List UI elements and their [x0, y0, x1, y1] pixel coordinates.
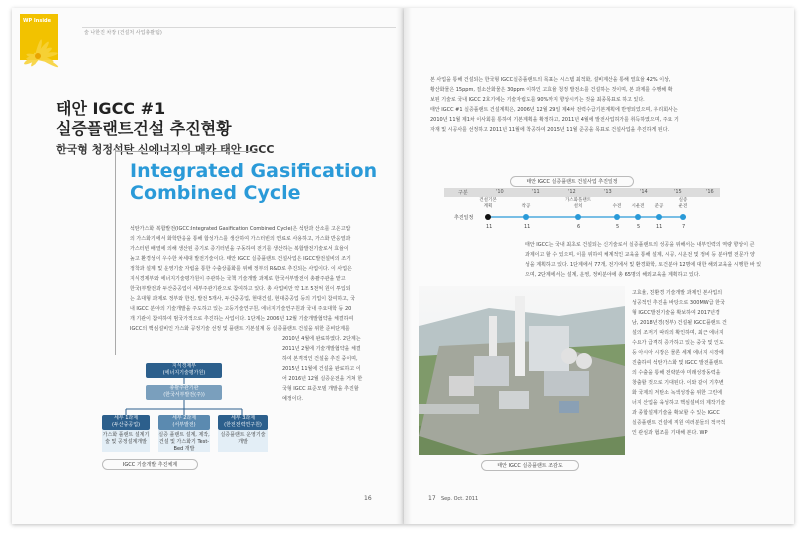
section-badge-label: WP Inside — [23, 18, 52, 24]
paragraph-line: 으며, 2단계에서는 설계, 운영, 정비분야에 총 65명의 해외교육을 계획하고 있다. — [525, 272, 701, 278]
org-chart-caption: IGCC 기술개발 추진체계 — [102, 459, 198, 470]
org-mid-name: 총괄주관기관 — [169, 385, 199, 391]
paragraph-line: 인 관심과 협조를 기대해 본다. WP — [632, 430, 708, 436]
org-unit-org: (한전전력연구원) — [224, 422, 262, 428]
paragraph-line: 높고 환경성이 우수한 차세대 발전기술이다. 태안 IGCC 실증플랜트 건설사업은 IGCC발전설비의 조기 — [130, 256, 351, 262]
paragraph-line: 황산화물은 15ppm, 질소산화물은 30ppm 이하인 고효율 청정 발전소를 건설하는 것이며, 본 과제를 수행해 확 — [430, 87, 673, 93]
timeline-year: '11 — [532, 189, 540, 195]
paragraph-line: 너지 산업을 육성하고 핵심설비의 제작기술 — [632, 400, 726, 406]
paragraph-line: IGCC의 핵심설비인 가스화 공정기술 선정 및 플랜트 기본설계 등 실증플랜트 건설을 위한 준비단계를 — [130, 326, 350, 332]
paragraph-line: 성을 계획하고 있다. 1단계에서 77개, 전기에서 및 환경화학, 토건분야 12명에 대한 해외교육을 시행한 바 있 — [525, 262, 762, 268]
flower-graphic — [20, 26, 74, 74]
paragraph-line: 석탄가스화 복합발전(IGCC:Integrated Gasification Combined Cycle)은 석탄과 산소를 고온고압 — [130, 226, 351, 232]
org-top-name: 지식경제부 — [171, 363, 197, 369]
paragraph-line: 과제이고 할 수 있으며, 이를 위하여 체계적인 교육을 통해 설계, 시공, 시운전 및 정비 등 분야별 전문가 양 — [525, 252, 755, 258]
timeline-year: '12 — [568, 189, 576, 195]
paragraph-line: 정착과 설계 및 운영기술 자립을 통한 수출상품화를 위해 정부의 R&D로 추진되는 사업이다. 이 사업은 — [130, 266, 352, 272]
org-mid-box — [146, 385, 222, 400]
english-title-line1: Integrated Gasification — [130, 160, 378, 182]
milestone-label: 실증 운전 — [678, 198, 688, 209]
org-unit-title: 세부 1과제 — [113, 415, 139, 421]
paragraph-line: 2010년 4월에 완료하였다. 2단계는 — [282, 336, 361, 342]
paragraph-line: 예정이다. — [282, 396, 303, 402]
paragraph-line: 남, 2018년경(정부) 건설될 IGCC플랜트 건 — [632, 320, 727, 326]
paragraph-line: 본 사업을 통해 건설되는 한국형 IGCC실증플랜트의 목표는 시스템 최적화, 설비계산을 통해 열효율 42% 이상, — [430, 77, 671, 83]
header-rule — [82, 27, 396, 28]
paragraph-line: 의 수출을 통해 전략분야 미래성장동력을 — [632, 370, 721, 376]
left-body-text-continued — [282, 334, 388, 404]
milestone-label: 건설기본 계획 — [479, 198, 497, 209]
paragraph-line: 는 초대형 과제로 정부와 한전, 발전 5개사, 두산중공업, 현대건설, 현대중공업 등의 기업이 참여하고, 국 — [130, 296, 355, 302]
timeline-year: '13 — [604, 189, 612, 195]
org-unit-3 — [218, 415, 268, 452]
paragraph-line: 태안 IGCC #1 실증플랜트 건설계획은, 2006년 12월 29일 제4차 전력수급기본계획에 반영되었으며, 우리회사는 — [430, 107, 678, 113]
page-gutter — [396, 8, 412, 524]
paragraph-line: 과 종합설계기술을 확보할 수 있는 IGCC — [632, 410, 720, 416]
timeline-caption: 태안 IGCC 실증플랜트 건설사업 추진일정 — [510, 176, 634, 187]
milestone-month: 5 — [637, 224, 641, 230]
right-top-text — [430, 75, 730, 135]
org-unit-desc: 실증 플랜트 설계, 제작, 건설 및 가스화기 Test-Bed 개발 — [158, 432, 210, 452]
paragraph-line: 의 가스화기에서 화학반응을 통해 합성가스를 생산하여 가스터빈의 연료로 사용하고, 가스화 반응열과 — [130, 236, 351, 242]
timeline-year: '15 — [674, 189, 682, 195]
decorative-vertical-line — [115, 145, 116, 355]
milestone-label: 착공 — [521, 204, 531, 209]
paragraph-line: 내 IGCC 분야의 기술개발을 주도하고 있는 고등기술연구원, 에너지기술연구원과 국내 주요대학 등 20 — [130, 306, 352, 312]
paragraph-line: 수요가 급격히 증가하고 있는 중국 및 인도 — [632, 340, 724, 346]
paragraph-line: 진출하여 석탄가스화 및 IGCC 발전플랜트 — [632, 360, 724, 366]
article-subtitle: 한국형 청정석탄 신에너지의 메카 태안 IGCC — [56, 143, 275, 156]
photo-caption: 태안 IGCC 실증플랜트 조감도 — [481, 460, 579, 471]
org-unit-org: (서부발전) — [172, 422, 196, 428]
timeline-year: '10 — [496, 189, 504, 195]
paragraph-line: 하여 본격적인 건설을 추진 중이며, — [282, 356, 358, 362]
left-page-number: 16 — [364, 495, 372, 502]
paragraph-line: 화 국제의 저탄소 녹색성장을 위한 그린에 — [632, 390, 723, 396]
milestone-month: 7 — [682, 224, 686, 230]
paragraph-line: 가스터빈 배열에 의해 생산된 증기로 증기터빈을 구동하여 전기를 생산하는 복합발전기술로서 효율이 — [130, 246, 349, 252]
header-section-text: 술 나한진 차장 (건설처 사업총괄팀) — [84, 30, 162, 36]
paragraph-line: 지식경제부와 에너지기술평가원이 주관하는 국책 기술개발 과제로 한국서부발전이 총괄주관을 맡고 — [130, 276, 346, 282]
paragraph-line: 실증플랜트 건설에 직원 여러분들의 적극적 — [632, 420, 726, 426]
org-unit-title: 세부 2과제 — [171, 415, 197, 421]
timeline-labels — [470, 198, 730, 234]
paragraph-line: 자재 및 시공사를 선정하고 2011년 11월에 착공하여 2015년 11월 준공을 목표로 건설사업을 추진하게 된다. — [430, 127, 670, 133]
timeline-year: 구분 — [458, 190, 468, 196]
paragraph-line: 형 IGCC발전기술을 확보하여 2017년경 — [632, 310, 720, 316]
paragraph-line: 등 아시아 시장은 물론 세계 에너지 시장에 — [632, 350, 724, 356]
paragraph-line: 2011년 2월에 기술개발협약을 체결 — [282, 346, 361, 352]
milestone-label: 가스화플랜트 설치 — [564, 198, 592, 209]
right-column-text — [632, 288, 782, 438]
paragraph-line: 2010년 11월 제1차 이사회를 통하여 기본계획을 확정하고, 2011년 4월에 발전사업허가를 취득하였으며, 주요 기 — [430, 117, 679, 123]
milestone-month: 11 — [656, 224, 663, 230]
milestone-label: 시운전 — [631, 204, 645, 209]
org-unit-2 — [158, 415, 210, 452]
org-mid-sub: (한국서부발전(주)) — [163, 392, 205, 398]
org-unit-1 — [102, 415, 150, 452]
timeline-year: '14 — [640, 189, 648, 195]
paragraph-line: 창출할 것으로 기대된다. 이와 같이 기후변 — [632, 380, 724, 386]
right-mid-text — [525, 240, 785, 280]
paragraph-line: 설의 조저기 따리의 확인하며, 최근 에너지 — [632, 330, 724, 336]
decorative-horizontal-line — [115, 151, 258, 152]
paragraph-line: 태안 IGCC는 국내 최초로 건설되는 신기술로서 실증플랜트의 성공을 위해서는 내부인력의 역량 향상이 큰 — [525, 242, 755, 248]
paragraph-line: 한국(부발전과 두산중공업이 세부주관기관으로 참여하고 있다. 총 사업비만 약 1조 5천억 원이 투입되 — [130, 286, 351, 292]
english-title-line2: Combined Cycle — [130, 182, 301, 204]
org-unit-desc: 가스화 플랜트 설계기술 및 공정설계개발 — [102, 430, 150, 452]
org-chart — [102, 361, 270, 457]
paragraph-line: 어 2016년 12월 실증운전을 거쳐 한 — [282, 376, 363, 382]
article-title-line1: 태안 IGCC #1 — [56, 99, 166, 118]
paragraph-line: 고효율, 친환경 기술개발 과제인 본사업의 — [632, 290, 723, 296]
paragraph-line: 개 기관이 참여하여 범국가적으로 추진하는 사업이다. 1단계는 2006년 12월 기술개발협약을 체결하여 — [130, 316, 354, 322]
right-page-number: 17 — [428, 495, 436, 502]
paragraph-line: 보된 기술로 국내 IGCC 2호기에는 기술자립도를 90%까지 향상시키는 것을 최종목표로 하고 있다. — [430, 97, 645, 103]
timeline-row-label: 추진일정 — [454, 215, 474, 221]
milestone-month: 6 — [577, 224, 581, 230]
milestone-month: 5 — [616, 224, 620, 230]
org-unit-desc: 실증플랜트 운영기술 개발 — [218, 430, 268, 452]
paragraph-line: 성공적인 추진을 바탕으로 300MW급 한국 — [632, 300, 725, 306]
org-unit-org: (두산중공업) — [111, 422, 141, 428]
milestone-label: 준공 — [654, 204, 664, 209]
milestone-label: 수전 — [612, 204, 622, 209]
timeline-year-header — [444, 188, 720, 197]
org-unit-title: 세부 3과제 — [230, 415, 256, 421]
timeline-year: '16 — [706, 189, 714, 195]
article-title-line2: 실증플랜트건설 추진현황 — [56, 119, 232, 138]
paragraph-line: 국형 IGCC 표준모델 개발을 추진할 — [282, 386, 359, 392]
milestone-month: 11 — [524, 224, 531, 230]
org-top-sub: (에너지기술평가원) — [162, 370, 206, 376]
milestone-month: 11 — [486, 224, 493, 230]
left-body-text — [130, 224, 388, 334]
org-top-box — [146, 363, 222, 378]
plant-rendering-image — [419, 286, 625, 455]
paragraph-line: 2015년 11월에 건설을 완료하고 이 — [282, 366, 361, 372]
right-page-issue: Sep. Oct. 2011 — [441, 496, 479, 502]
